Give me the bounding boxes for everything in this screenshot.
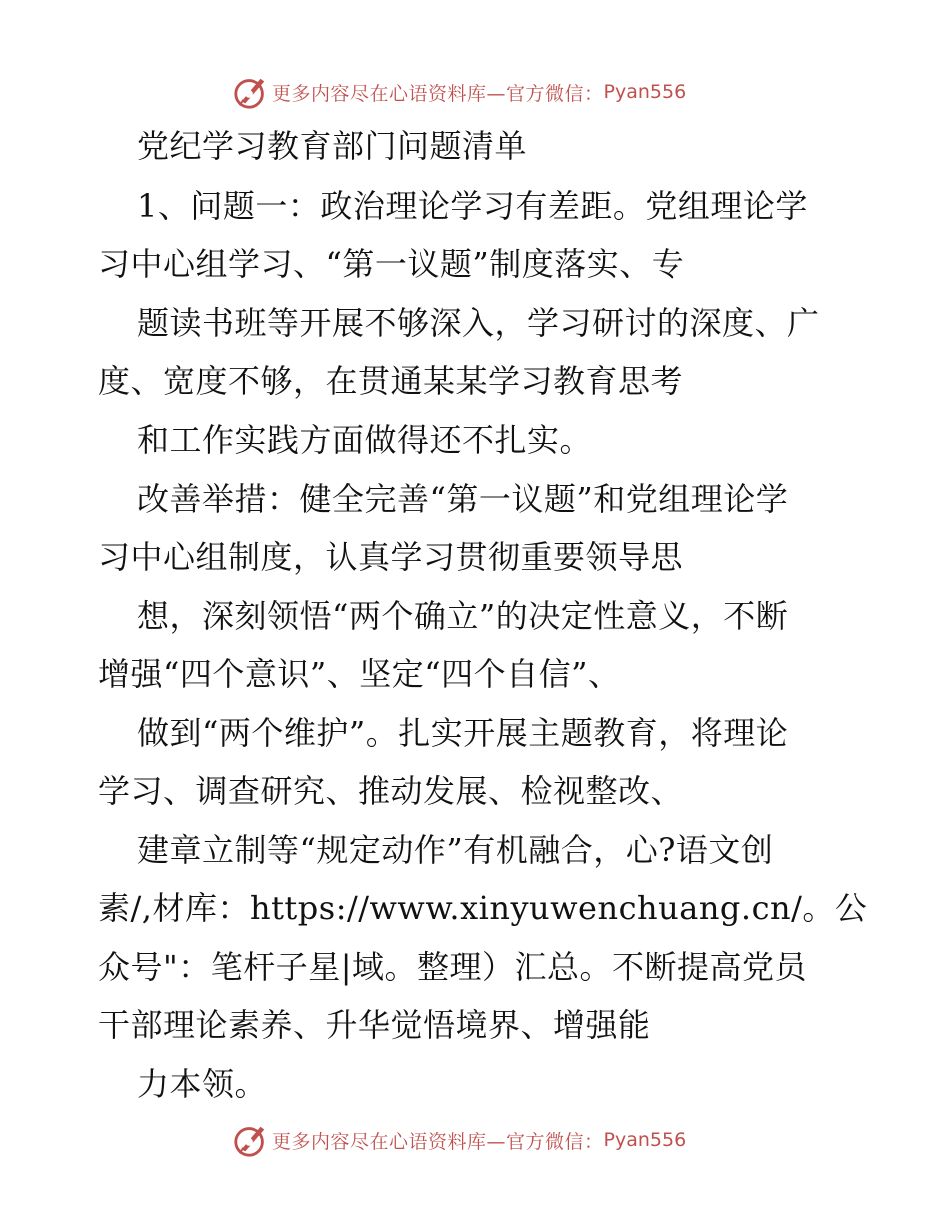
text-line: 和工作实践方面做得还不扎实。 [137, 421, 593, 459]
text-line: 想，深刻领悟“两个确立”的决定性意义，不断 [137, 597, 789, 635]
text-line: 增强“四个意识”、坚定“四个自信”、 [98, 655, 621, 693]
footer-banner-text: 更多内容尽在心语资料库—官方微信： [272, 1130, 604, 1153]
text-line: 素/,材库：https://www.xinyuwenchuang.cn/。公 [98, 889, 868, 927]
text-line: 习中心组学习、“第一议题”制度落实、专 [98, 245, 685, 283]
footer-banner [0, 1120, 950, 1160]
header-wechat-id: Pyan556 [603, 81, 687, 103]
text-line: 众号"：笔杆子星|域。整理）汇总。不断提高党员 [98, 948, 808, 986]
text-line: 习中心组制度，认真学习贯彻重要领导思 [98, 538, 684, 576]
header-banner [0, 72, 950, 112]
text-line: 1、问题一：政治理论学习有差距。党组理论学 [137, 187, 808, 225]
text-line: 改善举措：健全完善“第一议题”和党组理论学 [137, 480, 789, 518]
document-title: 党纪学习教育部门问题清单 [137, 127, 528, 165]
text-line: 做到“两个维护”。扎实开展主题教育，将理论 [137, 714, 789, 752]
text-line: 题读书班等开展不够深入，学习研讨的深度、广 [137, 304, 820, 342]
text-line: 建章立制等“规定动作”有机融合，心?语文创 [137, 831, 774, 869]
header-banner-text: 更多内容尽在心语资料库—官方微信： [272, 82, 604, 105]
text-line: 力本领。 [137, 1065, 268, 1103]
text-line: 度、宽度不够，在贯通某某学习教育思考 [98, 362, 684, 400]
feather-pen-logo-icon [232, 1121, 270, 1159]
feather-pen-logo-icon [232, 73, 270, 111]
text-line: 学习、调查研究、推动发展、检视整改、 [98, 772, 684, 810]
footer-wechat-id: Pyan556 [603, 1129, 687, 1151]
text-line: 干部理论素养、升华觉悟境界、增强能 [98, 1006, 651, 1044]
